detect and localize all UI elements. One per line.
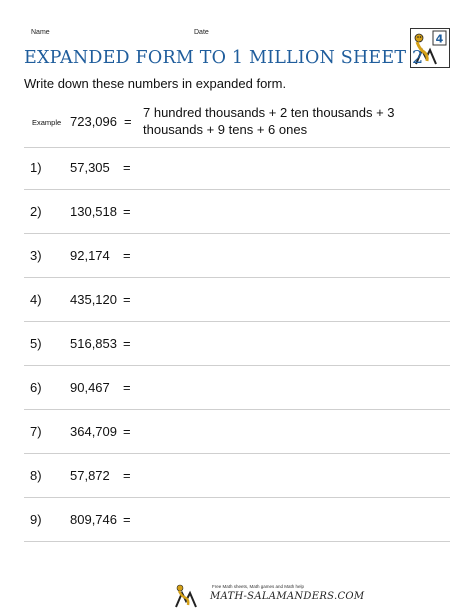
question-number: 1)	[30, 160, 42, 175]
question-equals: =	[123, 292, 131, 307]
question-number: 5)	[30, 336, 42, 351]
question-value: 57,305	[70, 160, 110, 175]
page-title: EXPANDED FORM TO 1 MILLION SHEET 2	[24, 48, 424, 68]
logo-digit: 4	[435, 32, 444, 46]
question-number: 8)	[30, 468, 42, 483]
question-number: 4)	[30, 292, 42, 307]
divider	[24, 541, 450, 542]
divider	[24, 233, 450, 234]
divider	[24, 453, 450, 454]
name-label: Name	[31, 29, 50, 36]
question-equals: =	[123, 468, 131, 483]
question-number: 7)	[30, 424, 42, 439]
question-number: 9)	[30, 512, 42, 527]
question-equals: =	[123, 204, 131, 219]
question-equals: =	[123, 512, 131, 527]
divider	[24, 497, 450, 498]
question-value: 809,746	[70, 512, 117, 527]
footer-brand: MATH-SALAMANDERS.COM	[210, 591, 365, 602]
question-value: 364,709	[70, 424, 117, 439]
divider	[24, 409, 450, 410]
question-equals: =	[123, 380, 131, 395]
question-value: 92,174	[70, 248, 110, 263]
example-number: 723,096	[70, 114, 117, 129]
divider	[24, 321, 450, 322]
example-equals: =	[124, 114, 132, 129]
divider	[24, 189, 450, 190]
question-value: 435,120	[70, 292, 117, 307]
question-number: 6)	[30, 380, 42, 395]
instructions: Write down these numbers in expanded form.	[24, 76, 287, 91]
salamander-footer-icon	[174, 583, 204, 608]
divider	[24, 365, 450, 366]
divider	[24, 147, 450, 148]
question-equals: =	[123, 424, 131, 439]
question-number: 2)	[30, 204, 42, 219]
question-equals: =	[123, 248, 131, 263]
question-equals: =	[123, 336, 131, 351]
question-value: 516,853	[70, 336, 117, 351]
question-value: 57,872	[70, 468, 110, 483]
example-answer: 7 hundred thousands + 2 ten thousands + 3 thousands + 9 tens + 6 ones	[143, 105, 395, 137]
question-number: 3)	[30, 248, 42, 263]
footer-logo	[174, 583, 204, 608]
date-label: Date	[194, 29, 209, 36]
question-equals: =	[123, 160, 131, 175]
question-value: 90,467	[70, 380, 110, 395]
example-label: Example	[32, 118, 62, 127]
divider	[24, 277, 450, 278]
question-value: 130,518	[70, 204, 117, 219]
footer-tagline: Free Math sheets, Math games and Math help	[212, 584, 305, 589]
